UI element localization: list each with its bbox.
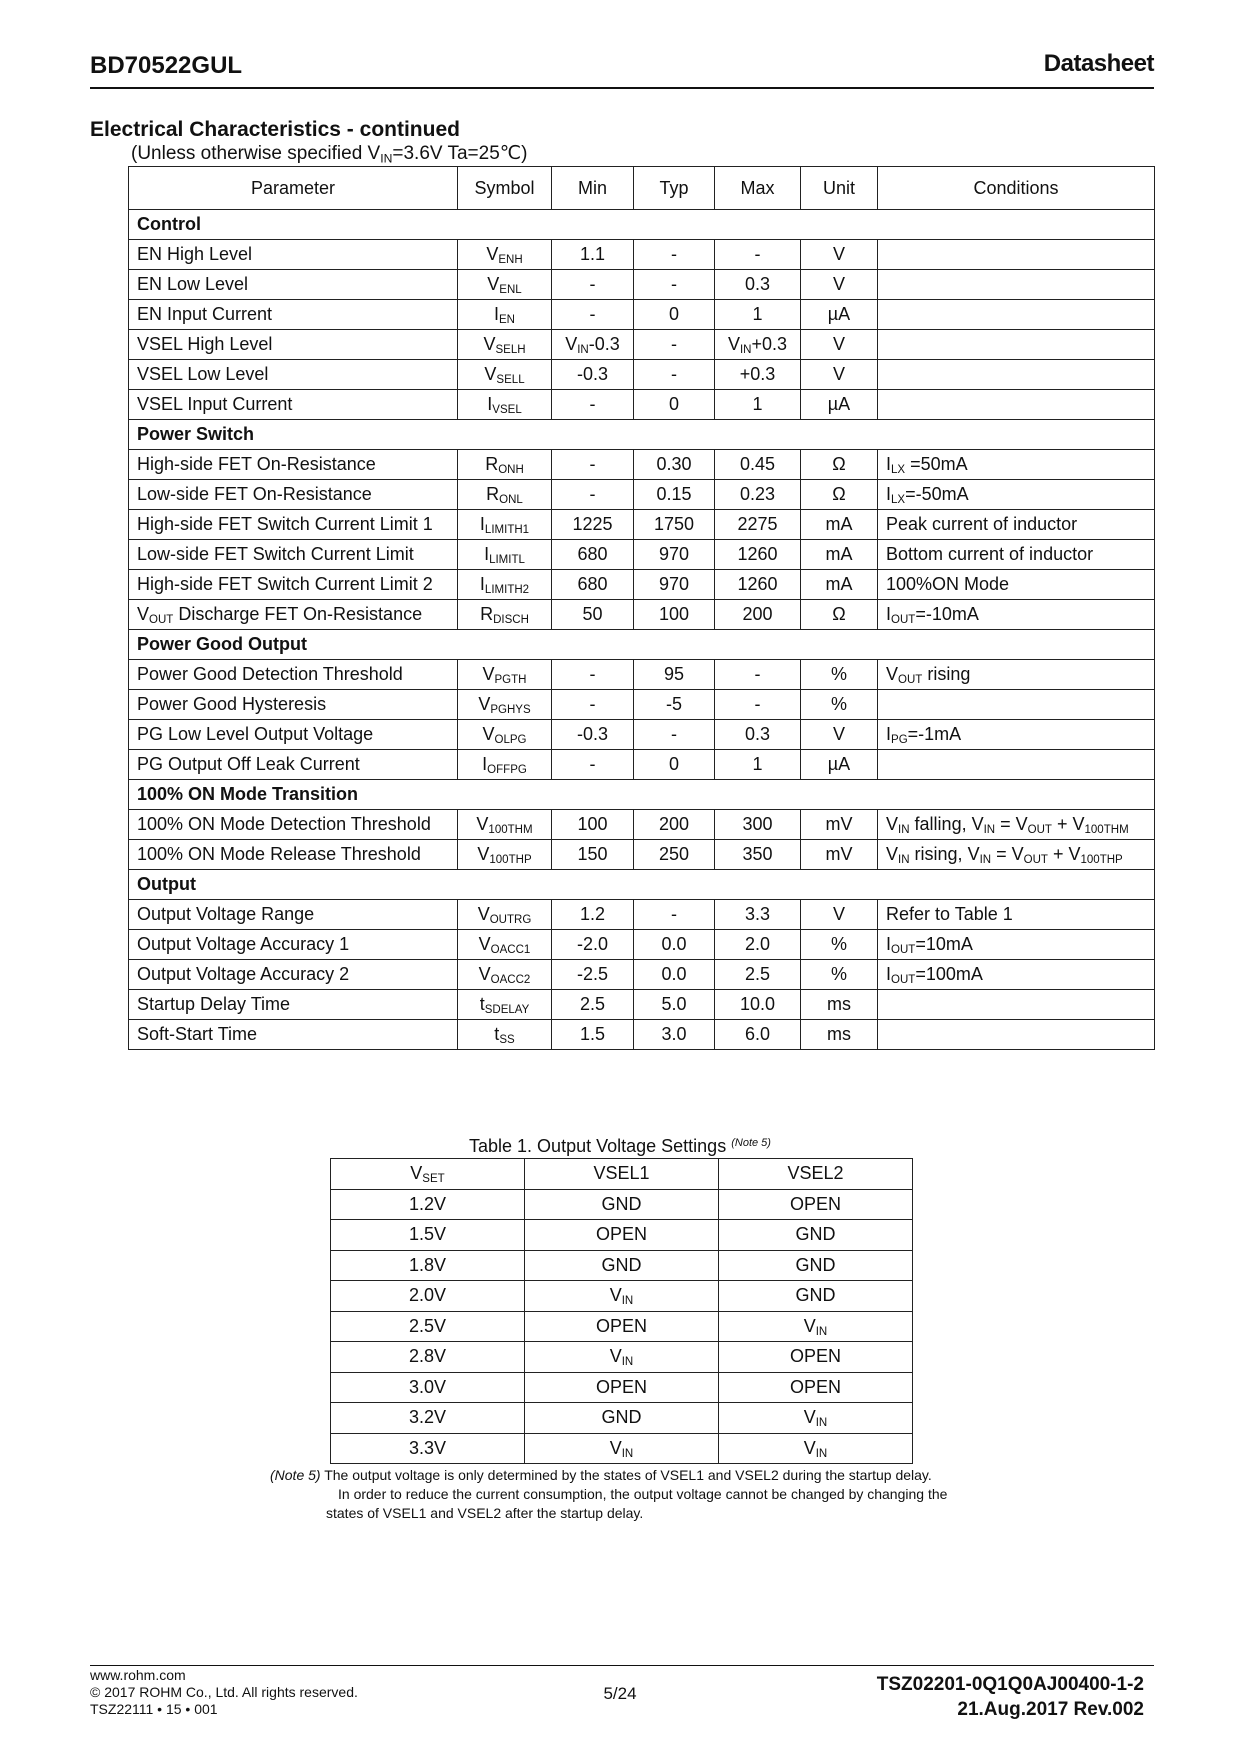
table-row <box>331 1220 913 1251</box>
col-header-min: Min <box>552 167 634 210</box>
cell-typ: 0 <box>634 390 715 420</box>
cell-max: - <box>715 690 801 720</box>
table1-header-row <box>331 1159 913 1190</box>
table-row <box>331 1342 913 1373</box>
cell-unit: Ω <box>801 600 878 630</box>
cell-vsel2: $V_{IN}$ <box>719 1311 913 1342</box>
cell-min: - <box>552 270 634 300</box>
section-row <box>129 420 1155 450</box>
cell-symbol: $V_{ENH}$ <box>458 240 552 270</box>
cell-vsel2: $V_{IN}$ <box>719 1433 913 1464</box>
cell-min: - <box>552 300 634 330</box>
cell-conditions <box>878 390 1155 420</box>
cell-typ: - <box>634 360 715 390</box>
cell-vsel1: GND <box>525 1250 719 1281</box>
cell-parameter: 100% ON Mode Release Threshold <box>129 840 458 870</box>
cell-vset: 1.8V <box>331 1250 525 1281</box>
cell-min: 100 <box>552 810 634 840</box>
cell-typ: 1750 <box>634 510 715 540</box>
cell-conditions: $I_{PG}=-1mA$ <box>878 720 1155 750</box>
cell-max: 200 <box>715 600 801 630</box>
cell-vset: 3.3V <box>331 1433 525 1464</box>
cell-vsel1: $V_{IN}$ <box>525 1342 719 1373</box>
cell-unit: ms <box>801 990 878 1020</box>
cell-parameter: PG Output Off Leak Current <box>129 750 458 780</box>
cell-vsel2: OPEN <box>719 1189 913 1220</box>
cell-max: $V_{IN}+0.3$ <box>715 330 801 360</box>
cell-typ: 200 <box>634 810 715 840</box>
section-row <box>129 870 1155 900</box>
cell-max: 350 <box>715 840 801 870</box>
cell-unit: Ω <box>801 480 878 510</box>
cell-symbol: $V_{SELH}$ <box>458 330 552 360</box>
note-line-1 <box>270 1466 990 1485</box>
cell-min: 1.1 <box>552 240 634 270</box>
cell-parameter: PG Low Level Output Voltage <box>129 720 458 750</box>
cell-max: 10.0 <box>715 990 801 1020</box>
cell-symbol: $I_{OFFPG}$ <box>458 750 552 780</box>
cell-max: 6.0 <box>715 1020 801 1050</box>
cell-min: 680 <box>552 570 634 600</box>
cell-unit: V <box>801 270 878 300</box>
cell-parameter: EN Low Level <box>129 270 458 300</box>
cell-parameter: VSEL Low Level <box>129 360 458 390</box>
table-row <box>129 720 1155 750</box>
cell-typ: -5 <box>634 690 715 720</box>
cell-parameter: VSEL Input Current <box>129 390 458 420</box>
cell-symbol: $V_{100THP}$ <box>458 840 552 870</box>
cell-max: 1 <box>715 750 801 780</box>
cell-vsel2: GND <box>719 1281 913 1312</box>
col-header-typ: Typ <box>634 167 715 210</box>
cell-vset: 2.8V <box>331 1342 525 1373</box>
cell-min: - <box>552 750 634 780</box>
cell-max: +0.3 <box>715 360 801 390</box>
cell-conditions <box>878 240 1155 270</box>
table-row <box>129 990 1155 1020</box>
cell-parameter: Output Voltage Accuracy 2 <box>129 960 458 990</box>
col-header-unit: Unit <box>801 167 878 210</box>
cell-conditions <box>878 360 1155 390</box>
note-text-1: The output voltage is only determined by the states of VSEL1 and VSEL2 during the startup delay. <box>324 1467 932 1483</box>
cell-symbol: $V_{PGTH}$ <box>458 660 552 690</box>
cell-unit: mV <box>801 810 878 840</box>
table-row <box>129 510 1155 540</box>
cell-min: - <box>552 480 634 510</box>
cell-unit: mV <box>801 840 878 870</box>
table-row <box>129 390 1155 420</box>
date-revision: 21.Aug.2017 Rev.002 <box>957 1699 1144 1720</box>
cell-conditions: $I_{OUT}=100mA$ <box>878 960 1155 990</box>
cell-parameter: Low-side FET On-Resistance <box>129 480 458 510</box>
cell-symbol: $t_{SDELAY}$ <box>458 990 552 1020</box>
cell-unit: Ω <box>801 450 878 480</box>
cell-vset: 3.0V <box>331 1372 525 1403</box>
footer-divider <box>90 1665 1154 1666</box>
cell-conditions: $V_{IN}$ rising, $V_{IN} = V_{OUT} + V_{100THP}$ <box>878 840 1155 870</box>
cell-unit: V <box>801 720 878 750</box>
cell-min: 150 <box>552 840 634 870</box>
table-row <box>331 1403 913 1434</box>
header-divider <box>90 87 1154 89</box>
cell-unit: µA <box>801 750 878 780</box>
table-row <box>129 450 1155 480</box>
footer-right <box>877 1672 1144 1722</box>
cell-parameter: Power Good Hysteresis <box>129 690 458 720</box>
cell-min: - <box>552 690 634 720</box>
section-condition: (Unless otherwise specified $V_{IN}=3.6V$ Ta=25℃) <box>131 143 528 166</box>
cell-parameter: 100% ON Mode Detection Threshold <box>129 810 458 840</box>
output-voltage-settings-table <box>330 1158 913 1464</box>
table-row <box>129 480 1155 510</box>
table-row <box>129 810 1155 840</box>
cell-min: 1.2 <box>552 900 634 930</box>
cell-unit: % <box>801 660 878 690</box>
cell-max: 0.3 <box>715 720 801 750</box>
cell-symbol: $V_{ENL}$ <box>458 270 552 300</box>
table-row <box>331 1311 913 1342</box>
section-heading: Power Good Output <box>129 630 1155 660</box>
note-line-2: In order to reduce the current consumption, the output voltage cannot be changed by changing the <box>338 1486 948 1502</box>
cell-symbol: $V_{100THM}$ <box>458 810 552 840</box>
cell-conditions <box>878 990 1155 1020</box>
cell-unit: V <box>801 900 878 930</box>
part-number: BD70522GUL <box>90 52 243 79</box>
cell-symbol: $I_{EN}$ <box>458 300 552 330</box>
cell-typ: 95 <box>634 660 715 690</box>
col-header-parameter: Parameter <box>129 167 458 210</box>
cell-max: 3.3 <box>715 900 801 930</box>
table-row <box>129 330 1155 360</box>
cell-min: 50 <box>552 600 634 630</box>
cell-max: 2.5 <box>715 960 801 990</box>
cell-min: 2.5 <box>552 990 634 1020</box>
cell-unit: V <box>801 330 878 360</box>
table-row <box>129 240 1155 270</box>
cell-unit: mA <box>801 540 878 570</box>
table-row <box>129 660 1155 690</box>
cell-vsel1: $V_{IN}$ <box>525 1281 719 1312</box>
cell-conditions: $V_{OUT}$ rising <box>878 660 1155 690</box>
cell-vset: 3.2V <box>331 1403 525 1434</box>
cell-max: - <box>715 240 801 270</box>
cell-vset: 2.5V <box>331 1311 525 1342</box>
cell-typ: 5.0 <box>634 990 715 1020</box>
cell-symbol: $V_{OACC1}$ <box>458 930 552 960</box>
cell-min: - <box>552 450 634 480</box>
table-row <box>331 1250 913 1281</box>
cell-parameter: Output Voltage Range <box>129 900 458 930</box>
table-header-row <box>129 167 1155 210</box>
section-title: Electrical Characteristics - continued <box>90 118 460 141</box>
table-row <box>129 840 1155 870</box>
section-row <box>129 780 1155 810</box>
cell-parameter: Startup Delay Time <box>129 990 458 1020</box>
cell-parameter: High-side FET Switch Current Limit 1 <box>129 510 458 540</box>
cell-max: 2.0 <box>715 930 801 960</box>
cell-unit: V <box>801 360 878 390</box>
cell-min: $V_{IN}-0.3$ <box>552 330 634 360</box>
cell-conditions: 100%ON Mode <box>878 570 1155 600</box>
table-row <box>129 930 1155 960</box>
cell-parameter: VSEL High Level <box>129 330 458 360</box>
table-row <box>129 570 1155 600</box>
cell-typ: 0 <box>634 300 715 330</box>
cell-max: 2275 <box>715 510 801 540</box>
cell-parameter: High-side FET Switch Current Limit 2 <box>129 570 458 600</box>
cell-unit: % <box>801 690 878 720</box>
cell-max: 0.23 <box>715 480 801 510</box>
table-row <box>331 1372 913 1403</box>
cell-unit: µA <box>801 390 878 420</box>
cell-symbol: $R_{DISCH}$ <box>458 600 552 630</box>
cell-vsel2: GND <box>719 1250 913 1281</box>
table1-col-vsel1: VSEL1 <box>525 1159 719 1190</box>
table-row <box>331 1281 913 1312</box>
footer-copyright: © 2017 ROHM Co., Ltd. All rights reserved. <box>90 1684 358 1700</box>
cell-min: 1225 <box>552 510 634 540</box>
cell-typ: 0.0 <box>634 930 715 960</box>
cell-typ: 250 <box>634 840 715 870</box>
cell-parameter: Soft-Start Time <box>129 1020 458 1050</box>
cell-unit: % <box>801 930 878 960</box>
cell-vsel1: GND <box>525 1189 719 1220</box>
cell-symbol: $R_{ONH}$ <box>458 450 552 480</box>
cell-typ: 0.0 <box>634 960 715 990</box>
cell-vsel1: OPEN <box>525 1220 719 1251</box>
cell-vset: 1.5V <box>331 1220 525 1251</box>
cell-conditions <box>878 300 1155 330</box>
cell-symbol: $R_{ONL}$ <box>458 480 552 510</box>
cell-conditions: $V_{IN}$ falling, $V_{IN} = V_{OUT} + V_{100THM}$ <box>878 810 1155 840</box>
cell-unit: ms <box>801 1020 878 1050</box>
cell-min: -0.3 <box>552 360 634 390</box>
cell-vsel2: GND <box>719 1220 913 1251</box>
cell-typ: 100 <box>634 600 715 630</box>
cell-unit: mA <box>801 570 878 600</box>
table1-col-vsel2: VSEL2 <box>719 1159 913 1190</box>
cell-typ: - <box>634 240 715 270</box>
note-5 <box>270 1466 990 1523</box>
cell-conditions <box>878 690 1155 720</box>
table1-caption-text: Table 1. Output Voltage Settings <box>469 1136 727 1156</box>
table-row <box>129 360 1155 390</box>
col-header-conditions: Conditions <box>878 167 1155 210</box>
doc-type: Datasheet <box>1043 50 1154 77</box>
cell-unit: V <box>801 240 878 270</box>
section-heading: Control <box>129 210 1155 240</box>
col-header-symbol: Symbol <box>458 167 552 210</box>
cell-min: 1.5 <box>552 1020 634 1050</box>
table-row <box>129 750 1155 780</box>
ec-table-body <box>129 210 1155 1050</box>
cell-parameter: $V_{OUT}$ Discharge FET On-Resistance <box>129 600 458 630</box>
cell-conditions <box>878 1020 1155 1050</box>
cell-parameter: Low-side FET Switch Current Limit <box>129 540 458 570</box>
cell-symbol: $t_{SS}$ <box>458 1020 552 1050</box>
cell-vsel1: $V_{IN}$ <box>525 1433 719 1464</box>
cell-symbol: $V_{SELL}$ <box>458 360 552 390</box>
cell-min: - <box>552 660 634 690</box>
cell-conditions: Refer to Table 1 <box>878 900 1155 930</box>
cell-vsel1: OPEN <box>525 1372 719 1403</box>
section-heading: 100% ON Mode Transition <box>129 780 1155 810</box>
cell-min: -2.0 <box>552 930 634 960</box>
cell-vsel1: OPEN <box>525 1311 719 1342</box>
cell-vsel2: OPEN <box>719 1372 913 1403</box>
cell-max: 0.45 <box>715 450 801 480</box>
cell-conditions <box>878 330 1155 360</box>
table1-col-vset: $V_{SET}$ <box>331 1159 525 1190</box>
cell-typ: 970 <box>634 570 715 600</box>
cell-parameter: Output Voltage Accuracy 1 <box>129 930 458 960</box>
page-number: 5/24 <box>603 1684 637 1703</box>
cell-typ: 0.15 <box>634 480 715 510</box>
cell-conditions: $I_{LX}=-50mA$ <box>878 480 1155 510</box>
cell-vsel2: OPEN <box>719 1342 913 1373</box>
cell-conditions: $I_{LX} =50mA$ <box>878 450 1155 480</box>
table-row <box>331 1433 913 1464</box>
cell-conditions <box>878 750 1155 780</box>
table-row <box>129 540 1155 570</box>
cell-max: 1260 <box>715 540 801 570</box>
cell-parameter: EN High Level <box>129 240 458 270</box>
cell-max: 0.3 <box>715 270 801 300</box>
cell-symbol: $V_{PGHYS}$ <box>458 690 552 720</box>
cell-typ: - <box>634 900 715 930</box>
cell-symbol: $I_{LIMITH1}$ <box>458 510 552 540</box>
table-row <box>129 1020 1155 1050</box>
table-row <box>129 270 1155 300</box>
cell-symbol: $V_{OLPG}$ <box>458 720 552 750</box>
table-row <box>331 1189 913 1220</box>
cell-typ: - <box>634 720 715 750</box>
cell-min: - <box>552 390 634 420</box>
footer-website[interactable]: www.rohm.com <box>90 1667 186 1683</box>
table-row <box>129 600 1155 630</box>
cell-min: -2.5 <box>552 960 634 990</box>
cell-typ: 0 <box>634 750 715 780</box>
cell-parameter: Power Good Detection Threshold <box>129 660 458 690</box>
table1-caption <box>0 1136 1240 1157</box>
cell-conditions <box>878 270 1155 300</box>
table-row <box>129 300 1155 330</box>
table-row <box>129 900 1155 930</box>
table-row <box>129 960 1155 990</box>
cell-vset: 1.2V <box>331 1189 525 1220</box>
cell-symbol: $I_{LIMITH2}$ <box>458 570 552 600</box>
cell-max: 1 <box>715 300 801 330</box>
cell-typ: 0.30 <box>634 450 715 480</box>
cell-conditions: $I_{OUT}=-10mA$ <box>878 600 1155 630</box>
cell-min: 680 <box>552 540 634 570</box>
cell-typ: 3.0 <box>634 1020 715 1050</box>
cell-symbol: $V_{OUTRG}$ <box>458 900 552 930</box>
table-row <box>129 690 1155 720</box>
cell-typ: - <box>634 270 715 300</box>
cell-conditions: Peak current of inductor <box>878 510 1155 540</box>
table1-caption-note: (Note 5) <box>731 1137 771 1149</box>
cell-max: 1 <box>715 390 801 420</box>
cell-typ: 970 <box>634 540 715 570</box>
table1-body <box>331 1189 913 1464</box>
note-label: (Note 5) <box>270 1467 321 1483</box>
cell-max: 300 <box>715 810 801 840</box>
cell-typ: - <box>634 330 715 360</box>
doc-number: TSZ02201-0Q1Q0AJ00400-1-2 <box>876 1674 1144 1695</box>
cell-vsel1: GND <box>525 1403 719 1434</box>
cell-vsel2: $V_{IN}$ <box>719 1403 913 1434</box>
cell-max: - <box>715 660 801 690</box>
cell-symbol: $I_{VSEL}$ <box>458 390 552 420</box>
cell-unit: mA <box>801 510 878 540</box>
section-row <box>129 210 1155 240</box>
section-heading: Power Switch <box>129 420 1155 450</box>
cell-parameter: High-side FET On-Resistance <box>129 450 458 480</box>
section-row <box>129 630 1155 660</box>
cell-conditions: $I_{OUT}=10mA$ <box>878 930 1155 960</box>
cell-unit: µA <box>801 300 878 330</box>
cell-parameter: EN Input Current <box>129 300 458 330</box>
cell-conditions: Bottom current of inductor <box>878 540 1155 570</box>
cell-vset: 2.0V <box>331 1281 525 1312</box>
cell-unit: % <box>801 960 878 990</box>
col-header-max: Max <box>715 167 801 210</box>
section-heading: Output <box>129 870 1155 900</box>
cell-symbol: $I_{LIMITL}$ <box>458 540 552 570</box>
cell-max: 1260 <box>715 570 801 600</box>
electrical-characteristics-table <box>128 166 1155 1050</box>
cell-symbol: $V_{OACC2}$ <box>458 960 552 990</box>
note-line-3: states of VSEL1 and VSEL2 after the startup delay. <box>326 1505 644 1521</box>
cell-min: -0.3 <box>552 720 634 750</box>
footer-form-code: TSZ22111 • 15 • 001 <box>90 1701 218 1717</box>
